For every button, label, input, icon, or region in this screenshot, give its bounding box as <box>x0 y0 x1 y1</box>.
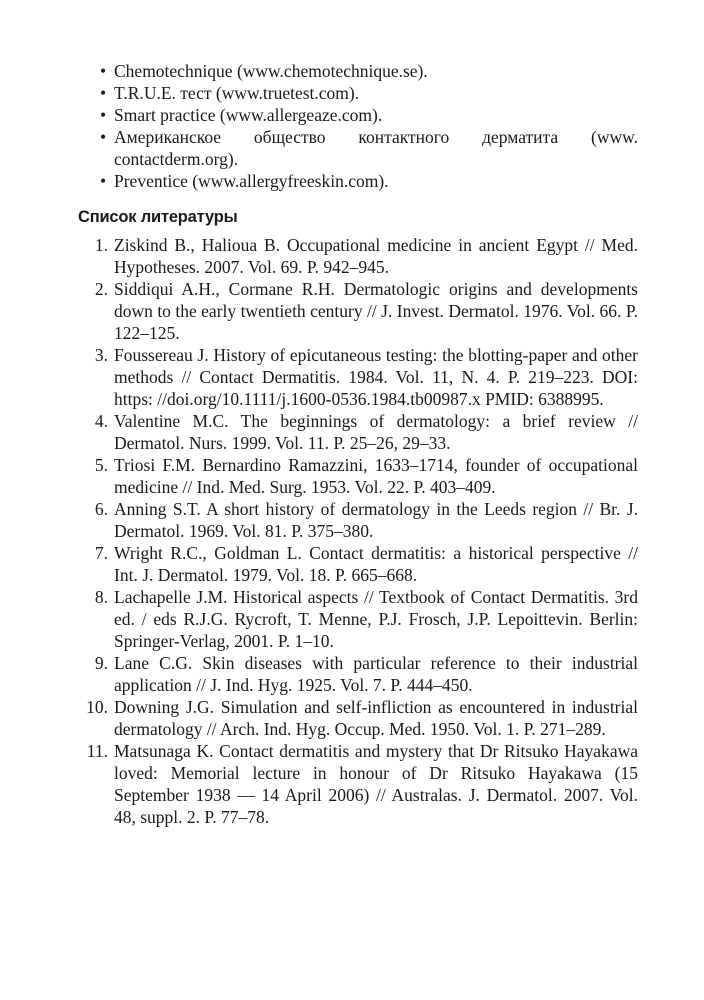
reference-item <box>78 278 638 344</box>
reference-text: Lane C.G. Skin diseases with particular reference to their industrial application // J. Ind. Hyg. 1925. Vol. 7. P. 444–450. <box>114 653 638 695</box>
bullet-icon: • <box>100 127 107 147</box>
reference-number: 11. <box>86 741 108 761</box>
reference-text: Downing J.G. Simulation and self-infliction as encountered in industrial dermatology // Arch. Ind. Hyg. Occup. Med. 1950. Vol. 1. P. 271–289. <box>114 697 638 739</box>
resource-text: Preventice (www.allergyfreeskin.com). <box>114 171 389 191</box>
reference-text: Siddiqui A.H., Cormane R.H. Dermatologic origins and developments down to the early twentieth century // J. Invest. Dermatol. 1976. Vol. 66. P. 122–125. <box>114 279 638 343</box>
reference-number: 9. <box>94 653 108 673</box>
reference-item <box>78 740 638 828</box>
reference-text: Matsunaga K. Contact dermatitis and mystery that Dr Ritsuko Hayakawa loved: Memorial lecture in honour of Dr Ritsuko Hayakawa (15 September 1938 — 14 April 2006) // Australas. J. Dermatol. 2007. Vol. 48, suppl. 2. P. 77–78. <box>114 741 638 827</box>
reference-text: Lachapelle J.M. Historical aspects // Textbook of Contact Dermatitis. 3rd ed. / eds R.J.G. Rycroft, T. Menne, P.J. Frosch, J.P. Lepoittevin. Berlin: Springer-Verlag, 2001. P. 1–10. <box>114 587 638 651</box>
resource-item <box>78 126 638 170</box>
resource-item <box>78 60 638 82</box>
page-content <box>78 60 638 828</box>
reference-text: Valentine M.C. The beginnings of dermatology: a brief review // Dermatol. Nurs. 1999. Vol. 11. P. 25–26, 29–33. <box>114 411 638 453</box>
reference-number: 3. <box>94 345 108 365</box>
references-list <box>78 234 638 828</box>
resource-text: Американское общество контактного дерматита (www. contactderm.org). <box>114 127 638 169</box>
bullet-icon: • <box>100 83 107 103</box>
reference-item <box>78 498 638 542</box>
reference-number: 4. <box>94 411 108 431</box>
resource-text: Smart practice (www.allergeaze.com). <box>114 105 383 125</box>
reference-number: 10. <box>86 697 108 717</box>
resource-item <box>78 104 638 126</box>
reference-item <box>78 234 638 278</box>
resource-item <box>78 82 638 104</box>
bullet-icon: • <box>100 61 107 81</box>
resource-text: T.R.U.E. тест (www.truetest.com). <box>114 83 360 103</box>
reference-item <box>78 344 638 410</box>
reference-number: 2. <box>94 279 108 299</box>
reference-number: 7. <box>94 543 108 563</box>
resource-text: Chemotechnique (www.chemotechnique.se). <box>114 61 428 81</box>
bullet-icon: • <box>100 105 107 125</box>
reference-text: Ziskind B., Halioua B. Occupational medicine in ancient Egypt // Med. Hypotheses. 2007. Vol. 69. P. 942–945. <box>114 235 638 277</box>
reference-item <box>78 586 638 652</box>
reference-text: Triosi F.M. Bernardino Ramazzini, 1633–1714, founder of occupational medicine // Ind. Med. Surg. 1953. Vol. 22. P. 403–409. <box>114 455 638 497</box>
reference-text: Foussereau J. History of epicutaneous testing: the blotting-paper and other methods // Contact Dermatitis. 1984. Vol. 11, N. 4. P. 219–223. DOI: https: //doi.org/10.1111/j.1600-0536.1984.tb00987.x PMID: 6388995. <box>114 345 638 409</box>
reference-item <box>78 454 638 498</box>
resource-item <box>78 170 638 192</box>
reference-number: 5. <box>94 455 108 475</box>
resource-list <box>78 60 638 192</box>
reference-number: 1. <box>94 235 108 255</box>
reference-number: 8. <box>94 587 108 607</box>
references-heading: Список литературы <box>78 208 238 226</box>
reference-text: Anning S.T. A short history of dermatology in the Leeds region // Br. J. Dermatol. 1969. Vol. 81. P. 375–380. <box>114 499 638 541</box>
reference-number: 6. <box>94 499 108 519</box>
reference-item <box>78 410 638 454</box>
reference-item <box>78 696 638 740</box>
reference-item <box>78 542 638 586</box>
reference-item <box>78 652 638 696</box>
bullet-icon: • <box>100 171 107 191</box>
reference-text: Wright R.C., Goldman L. Contact dermatitis: a historical perspective // Int. J. Dermatol. 1979. Vol. 18. P. 665–668. <box>114 543 638 585</box>
